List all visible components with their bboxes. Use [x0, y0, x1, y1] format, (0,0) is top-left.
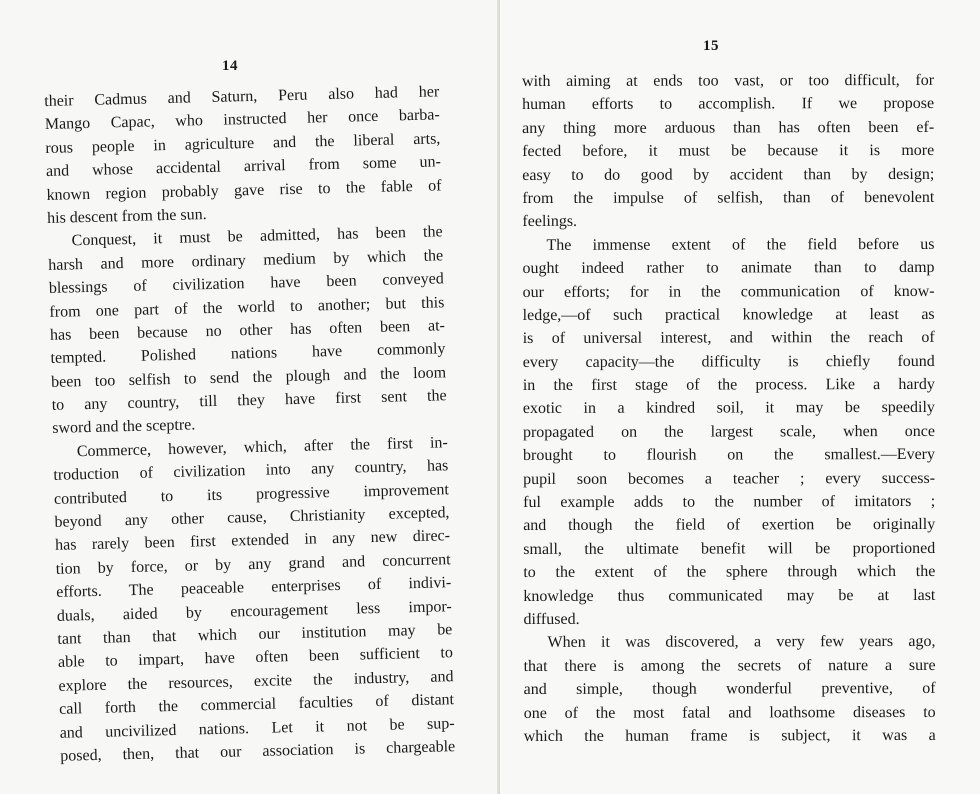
text-line: duals, aided by encouragement less impor- — [56, 597, 452, 625]
text-line: and simple, though wonderful preventive, of — [523, 680, 936, 699]
right-page — [500, 0, 980, 794]
text-line: ful example adds to the number of imitators ; — [523, 492, 936, 512]
text-line: rous people in agriculture and the liberal arts, — [45, 130, 441, 157]
left-page-number: 14 — [222, 58, 238, 74]
text-line: explore the resources, excite the industry, and — [58, 667, 454, 695]
text-line: harsh and more ordinary medium by which the — [48, 247, 444, 274]
text-line: to the extent of the sphere through which the — [523, 563, 936, 582]
text-line: and uncivilized nations. Let it not be sup- — [59, 714, 455, 742]
text-line: is of universal interest, and within the reach of — [522, 329, 935, 348]
text-line: propagated on the largest scale, when once — [522, 422, 935, 441]
right-page-number: 15 — [703, 38, 719, 54]
text-line: tion by force, or by any grand and concurrent — [55, 551, 451, 578]
text-line: posed, then, that our association is chargeable — [60, 738, 456, 765]
text-line: exotic in a kindred soil, it may be speedily — [522, 399, 935, 418]
text-line: any thing more arduous than has often been ef- — [522, 118, 935, 137]
text-line: every capacity—the difficulty is chiefly found — [522, 352, 935, 371]
text-line: call forth the commercial faculties of distant — [58, 691, 455, 718]
text-line: troduction of civilization into any country, has — [53, 457, 449, 485]
text-line: contributed to its progressive improvement — [53, 480, 450, 508]
text-line: The immense extent of the field before us — [546, 235, 935, 254]
text-line: ledge,—of such practical knowledge at least as — [522, 305, 935, 324]
text-line: one of the most fatal and loathsome diseases to — [523, 703, 936, 722]
text-line: small, the ultimate benefit will be proportioned — [523, 539, 936, 558]
text-line: their Cadmus and Saturn, Peru also had her — [44, 83, 440, 110]
text-line: from one part of the world to another; but this — [49, 293, 445, 321]
text-line: with aiming at ends too vast, or too difficult, for — [522, 71, 935, 90]
text-line: and though the field of exertion be originally — [523, 516, 936, 535]
text-line: in the first stage of the process. Like a hardy — [522, 375, 935, 395]
left-page-text — [44, 80, 455, 768]
text-line: Mango Capac, who instructed her once barba- — [44, 106, 440, 134]
text-line: to any country, till they have first sent the — [51, 387, 447, 414]
text-line: efforts. The peaceable enterprises of indivi- — [56, 574, 452, 602]
text-line: that there is among the secrets of nature a sure — [523, 656, 936, 675]
right-page-text — [522, 69, 936, 748]
text-line: brought to flourish on the smallest.—Every — [522, 446, 936, 465]
text-line: from the impulse of selfish, than of benevolent — [522, 188, 935, 207]
text-line: our efforts; for in the communication of know- — [522, 282, 935, 301]
text-line: able to impart, have often been sufficient to — [57, 644, 454, 672]
text-line: been too selfish to send the plough and the loom — [50, 363, 447, 391]
text-line: has rarely been first extended in any new direc- — [54, 527, 451, 555]
text-line: diffused. — [523, 610, 580, 628]
text-line: fected before, it must be because it is more — [522, 142, 935, 161]
text-line: beyond any other cause, Christianity excepted, — [54, 504, 450, 531]
text-line: pupil soon becomes a teacher ; every success- — [523, 469, 936, 488]
text-line: easy to do good by accident than by design; — [522, 165, 935, 184]
text-line: his descent from the sun. — [46, 206, 207, 227]
text-line: Conquest, it must be admitted, has been the — [71, 223, 443, 250]
text-line: feelings. — [522, 213, 578, 231]
text-line: knowledge thus communicated may be at last — [523, 586, 936, 605]
text-line: has been because no other has often been at- — [49, 317, 446, 344]
text-line: blessings of civilization have been conveyed — [48, 270, 444, 298]
text-line: sword and the sceptre. — [52, 416, 196, 438]
text-line: tempted. Polished nations have commonly — [50, 340, 446, 368]
text-line: When it was discovered, a very few years ago, — [547, 633, 936, 652]
text-line: human efforts to accomplish. If we propose — [522, 95, 935, 114]
text-line: which the human frame is subject, it was a — [523, 726, 936, 745]
text-line: tant than that which our institution may be — [57, 621, 453, 648]
text-line: Commerce, however, which, after the first in- — [76, 434, 448, 461]
text-line: known region probably gave rise to the fable of — [46, 176, 442, 204]
text-line: and whose accidental arrival from some un- — [45, 153, 442, 181]
text-line: ought indeed rather to animate than to damp — [522, 259, 935, 278]
